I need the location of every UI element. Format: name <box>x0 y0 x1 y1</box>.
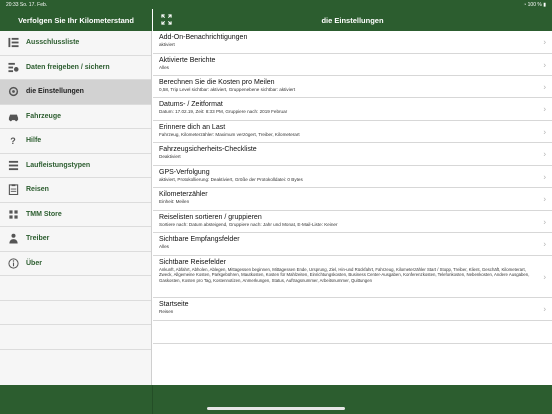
chevron-right-icon: › <box>543 194 546 204</box>
chevron-right-icon: › <box>543 272 546 281</box>
settings-row-addon-notifications[interactable] <box>153 31 552 54</box>
row-title: Datums- / Zeitformat <box>159 101 223 108</box>
sidebar-item-einstellungen[interactable] <box>0 80 151 105</box>
settings-row-cost-per-mile[interactable] <box>153 76 552 98</box>
bottom-divider <box>152 385 153 414</box>
expand-icon[interactable] <box>161 14 172 25</box>
sidebar-item-fahrzeuge[interactable] <box>0 105 151 130</box>
sidebar-empty-row <box>0 276 151 301</box>
bottom-bar <box>0 385 552 414</box>
main-header <box>153 9 552 31</box>
row-subtitle: Deaktiviert <box>159 154 181 159</box>
sidebar-item-label: die Einstellungen <box>26 88 84 96</box>
settings-list <box>153 31 552 385</box>
row-title: Kilometerzähler <box>159 191 208 198</box>
list-exclude-icon <box>0 37 26 48</box>
chevron-right-icon: › <box>543 217 546 226</box>
grid-icon <box>0 209 26 220</box>
list-icon <box>0 160 26 171</box>
sidebar-item-daten-freigeben[interactable] <box>0 56 151 81</box>
sidebar-item-ausschlussliste[interactable] <box>0 31 151 56</box>
home-indicator[interactable] <box>207 407 345 410</box>
person-icon <box>0 233 26 244</box>
settings-row-sort-group-trips[interactable] <box>153 211 552 233</box>
row-subtitle: 0,58, Trip Level sichtbar: aktiviert, Gruppenebene sichtbar: aktiviert <box>159 87 296 92</box>
sidebar-item-label: Hilfe <box>26 137 42 145</box>
row-title: Aktivierte Berichte <box>159 57 216 64</box>
sidebar-item-ueber[interactable] <box>0 252 151 277</box>
car-icon <box>0 111 26 122</box>
sidebar-item-laufleistungstypen[interactable] <box>0 154 151 179</box>
sidebar-item-label: Treiber <box>26 235 50 243</box>
clipboard-icon <box>0 184 26 195</box>
sidebar-empty-row <box>0 325 151 350</box>
settings-row-visible-receipt-fields[interactable] <box>153 233 552 256</box>
sidebar-title: Verfolgen Sie Ihr Kilometerstand <box>18 15 134 25</box>
page-title: die Einstellungen <box>321 15 384 25</box>
settings-row-home-page[interactable] <box>153 298 552 321</box>
settings-row-odometer[interactable] <box>153 188 552 211</box>
row-title: Reiselisten sortieren / gruppieren <box>159 214 262 221</box>
chevron-right-icon: › <box>543 149 546 159</box>
chevron-right-icon: › <box>543 239 546 249</box>
gear-icon <box>0 86 26 97</box>
sidebar-header <box>0 9 152 31</box>
wifi-icon: ◔ <box>523 2 527 8</box>
info-icon <box>0 258 26 269</box>
sidebar-item-label: Fahrzeuge <box>26 112 62 120</box>
row-subtitle: Einheit: Meilen <box>159 199 190 204</box>
status-battery: ◔ 100 % ▮ <box>523 2 546 8</box>
row-subtitle: Fahrzeug, Kilometerzähler: Maximum verzögert, Treiber, Kilometerart <box>159 132 300 137</box>
row-subtitle: Alles <box>159 65 169 70</box>
sidebar <box>0 31 152 385</box>
row-subtitle: Ankunft, Abfahrt, Abholen, Ablegen, Mittagessen beginnen, Mittagessen Ende, Ursprung, Ziel, Hin-und Rückfahrt, Fahrzeug, Kilometerzähler Start / Stopp, Treiber, Klient, Geschäft, Kilometerart, Zweck, Allgemeine Kosten, Parkgebühren, Mautkosten, Kosten für Mahlzeiten, Einrichtungskosten, Business Center-Ausgaben, Konferenzkosten, Telefonkosten, Nebenkosten, Andere Ausgaben, Gaskosten, Kosten pro Tag, Kostennotizen, Anmerkungen, Status, Auftragsnummer, Arbeitsnummer, Quittungen <box>159 267 530 283</box>
settings-row-date-time-format[interactable] <box>153 98 552 121</box>
chevron-right-icon: › <box>543 172 546 181</box>
battery-icon: ▮ <box>543 2 546 8</box>
row-title: Fahrzeugsicherheits-Checkliste <box>159 146 257 153</box>
row-subtitle: Alles <box>159 244 169 249</box>
sidebar-item-label: Reisen <box>26 186 49 194</box>
sidebar-item-treiber[interactable] <box>0 227 151 252</box>
settings-empty-row <box>153 321 552 344</box>
row-subtitle: aktiviert <box>159 42 175 47</box>
status-time-date: 20:33 So. 17. Feb. <box>6 2 48 8</box>
row-title: Berechnen Sie die Kosten pro Meilen <box>159 79 275 86</box>
sidebar-item-label: TMM Store <box>26 210 62 218</box>
row-title: Startseite <box>159 301 189 308</box>
row-subtitle: Datum: 17.02.19, Zeit: 8:33 PM, Gruppiere nach: 2019 Februar <box>159 109 288 114</box>
share-backup-icon <box>0 62 26 73</box>
chevron-right-icon: › <box>543 104 546 114</box>
sidebar-item-label: Über <box>26 259 42 267</box>
chevron-right-icon: › <box>543 37 546 47</box>
sidebar-empty-row <box>0 301 151 326</box>
row-title: GPS-Verfolgung <box>159 169 210 176</box>
status-bar <box>0 0 552 9</box>
row-title: Add-On-Benachrichtigungen <box>159 34 248 41</box>
settings-row-vehicle-safety-checklist[interactable] <box>153 143 552 166</box>
settings-row-gps-tracking[interactable] <box>153 166 552 188</box>
settings-row-visible-trip-fields[interactable] <box>153 256 552 298</box>
row-title: Erinnere dich an Last <box>159 124 226 131</box>
row-subtitle: Sortiere nach: Datum absteigend, Gruppiere nach: Jahr und Monat, E-Mail-Liste: Keiner <box>159 222 338 227</box>
chevron-right-icon: › <box>543 82 546 91</box>
sidebar-item-reisen[interactable] <box>0 178 151 203</box>
sidebar-item-label: Daten freigeben / sichern <box>26 63 110 71</box>
settings-row-enabled-reports[interactable] <box>153 54 552 76</box>
sidebar-item-hilfe[interactable] <box>0 129 151 154</box>
sidebar-item-tmm-store[interactable] <box>0 203 151 228</box>
sidebar-item-label: Ausschlussliste <box>26 39 80 47</box>
row-subtitle: aktiviert, Protokollierung: Deaktiviert, Größe der Protokolldatei: 0 Bytes <box>159 177 303 182</box>
sidebar-item-label: Laufleistungstypen <box>26 161 91 169</box>
chevron-right-icon: › <box>543 127 546 136</box>
row-subtitle: Reisen <box>159 309 174 314</box>
chevron-right-icon: › <box>543 60 546 69</box>
row-title: Sichtbare Reisefelder <box>159 259 226 266</box>
row-title: Sichtbare Empfangsfelder <box>159 236 240 243</box>
chevron-right-icon: › <box>543 304 546 314</box>
question-icon: ? <box>10 135 16 146</box>
settings-row-remember-last[interactable] <box>153 121 552 143</box>
